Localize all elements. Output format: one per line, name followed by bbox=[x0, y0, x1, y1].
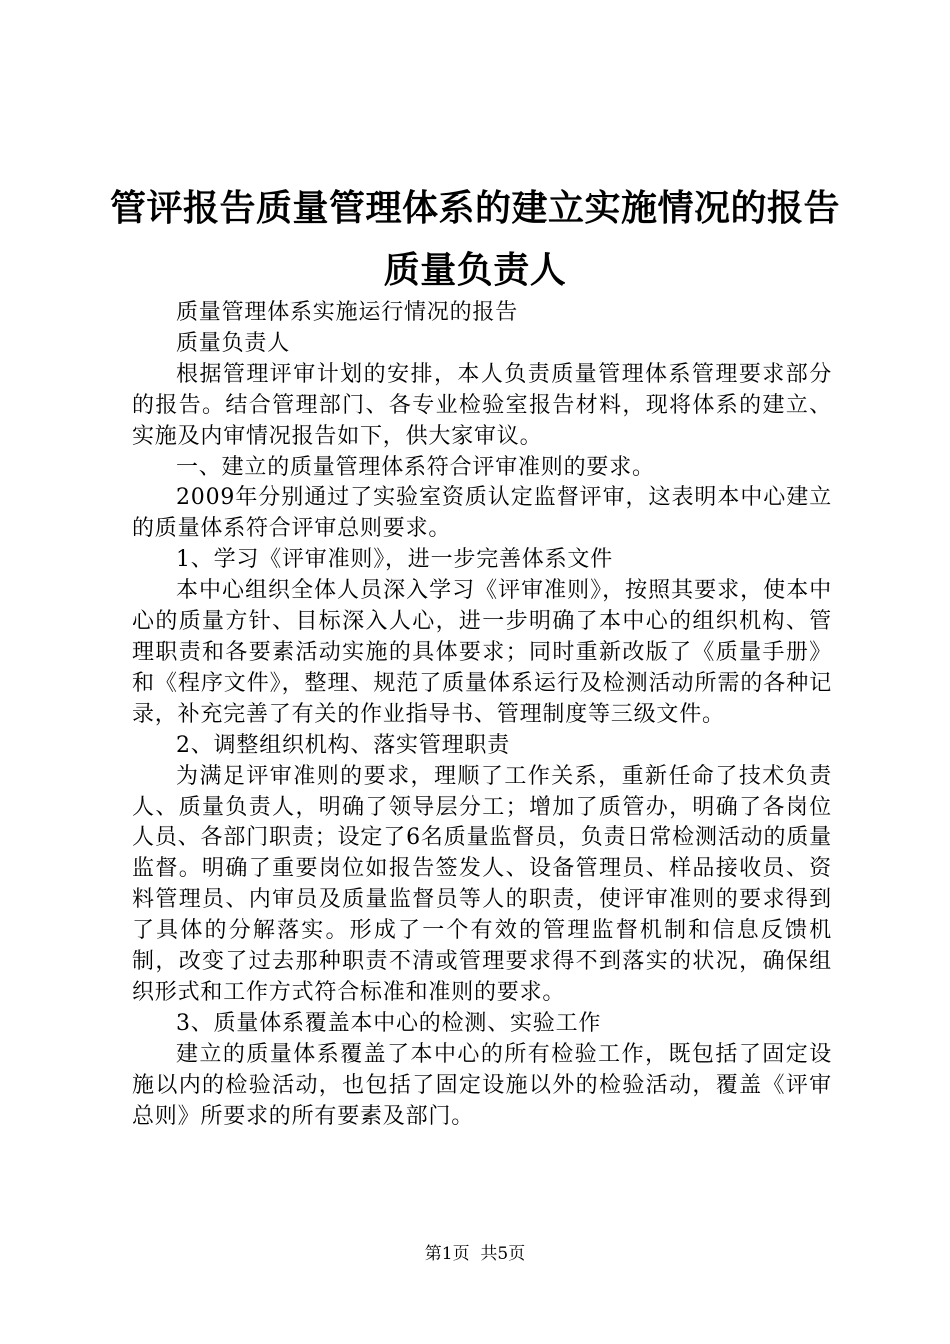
subheading-3: 3、质量体系覆盖本中心的检测、实验工作 bbox=[176, 1010, 602, 1036]
paragraph-report-title: 质量管理体系实施运行情况的报告 bbox=[176, 300, 519, 325]
subheading-1: 1、学习《评审准则》，进一步完善体系文件 bbox=[176, 547, 613, 573]
subheading-2: 2、调整组织机构、落实管理职责 bbox=[176, 732, 510, 758]
paragraph-intro: 根据管理评审计划的安排，本人负责质量管理体系管理要求部分的报告。结合管理部门、各专业检验室报告材料，现将体系的建立、实施及内审情况报告如下，供大家审议。 bbox=[132, 361, 832, 449]
paragraph-2009-review: 2009年分别通过了实验室资质认定监督评审，这表明本中心建立的质量体系符合评审总则要求。 bbox=[132, 485, 832, 542]
page-footer: 第1页 共5页 bbox=[424, 1244, 526, 1264]
document-title-line-1: 管评报告质量管理体系的建立实施情况的报告 bbox=[109, 187, 840, 229]
document-body bbox=[132, 298, 832, 1132]
document-title-line-2: 质量负责人 bbox=[383, 249, 567, 291]
paragraph-author: 质量负责人 bbox=[176, 330, 291, 356]
paragraph-organization: 为满足评审准则的要求，理顺了工作关系，重新任命了技术负责人、质量负责人，明确了领导层分工；增加了质管办，明确了各岗位人员、各部门职责；设定了6名质量监督员，负责日常检测活动的质量监督。明确了重要岗位如报告签发人、设备管理员、样品接收员、资料管理员、内审员及质量监督员等人的职责，使评审准则的要求得到了具体的分解落实。形成了一个有效的管理监督机制和信息反馈机制，改变了过去那种职责不清或管理要求得不到落实的状况，确保组织形式和工作方式符合标准和准则的要求。 bbox=[132, 763, 832, 1005]
paragraph-coverage: 建立的质量体系覆盖了本中心的所有检验工作，既包括了固定设施以内的检验活动，也包括了固定设施以外的检验活动，覆盖《评审总则》所要求的所有要素及部门。 bbox=[132, 1041, 832, 1129]
section-heading-1: 一、建立的质量管理体系符合评审准则的要求。 bbox=[176, 454, 655, 480]
paragraph-study-criteria: 本中心组织全体人员深入学习《评审准则》，按照其要求，使本中心的质量方针、目标深入人心，进一步明确了本中心的组织机构、管理职责和各要素活动实施的具体要求；同时重新改版了《质量手册》和《程序文件》，整理、规范了质量体系运行及检测活动所需的各种记录，补充完善了有关的作业指导书、管理制度等三级文件。 bbox=[132, 578, 832, 727]
